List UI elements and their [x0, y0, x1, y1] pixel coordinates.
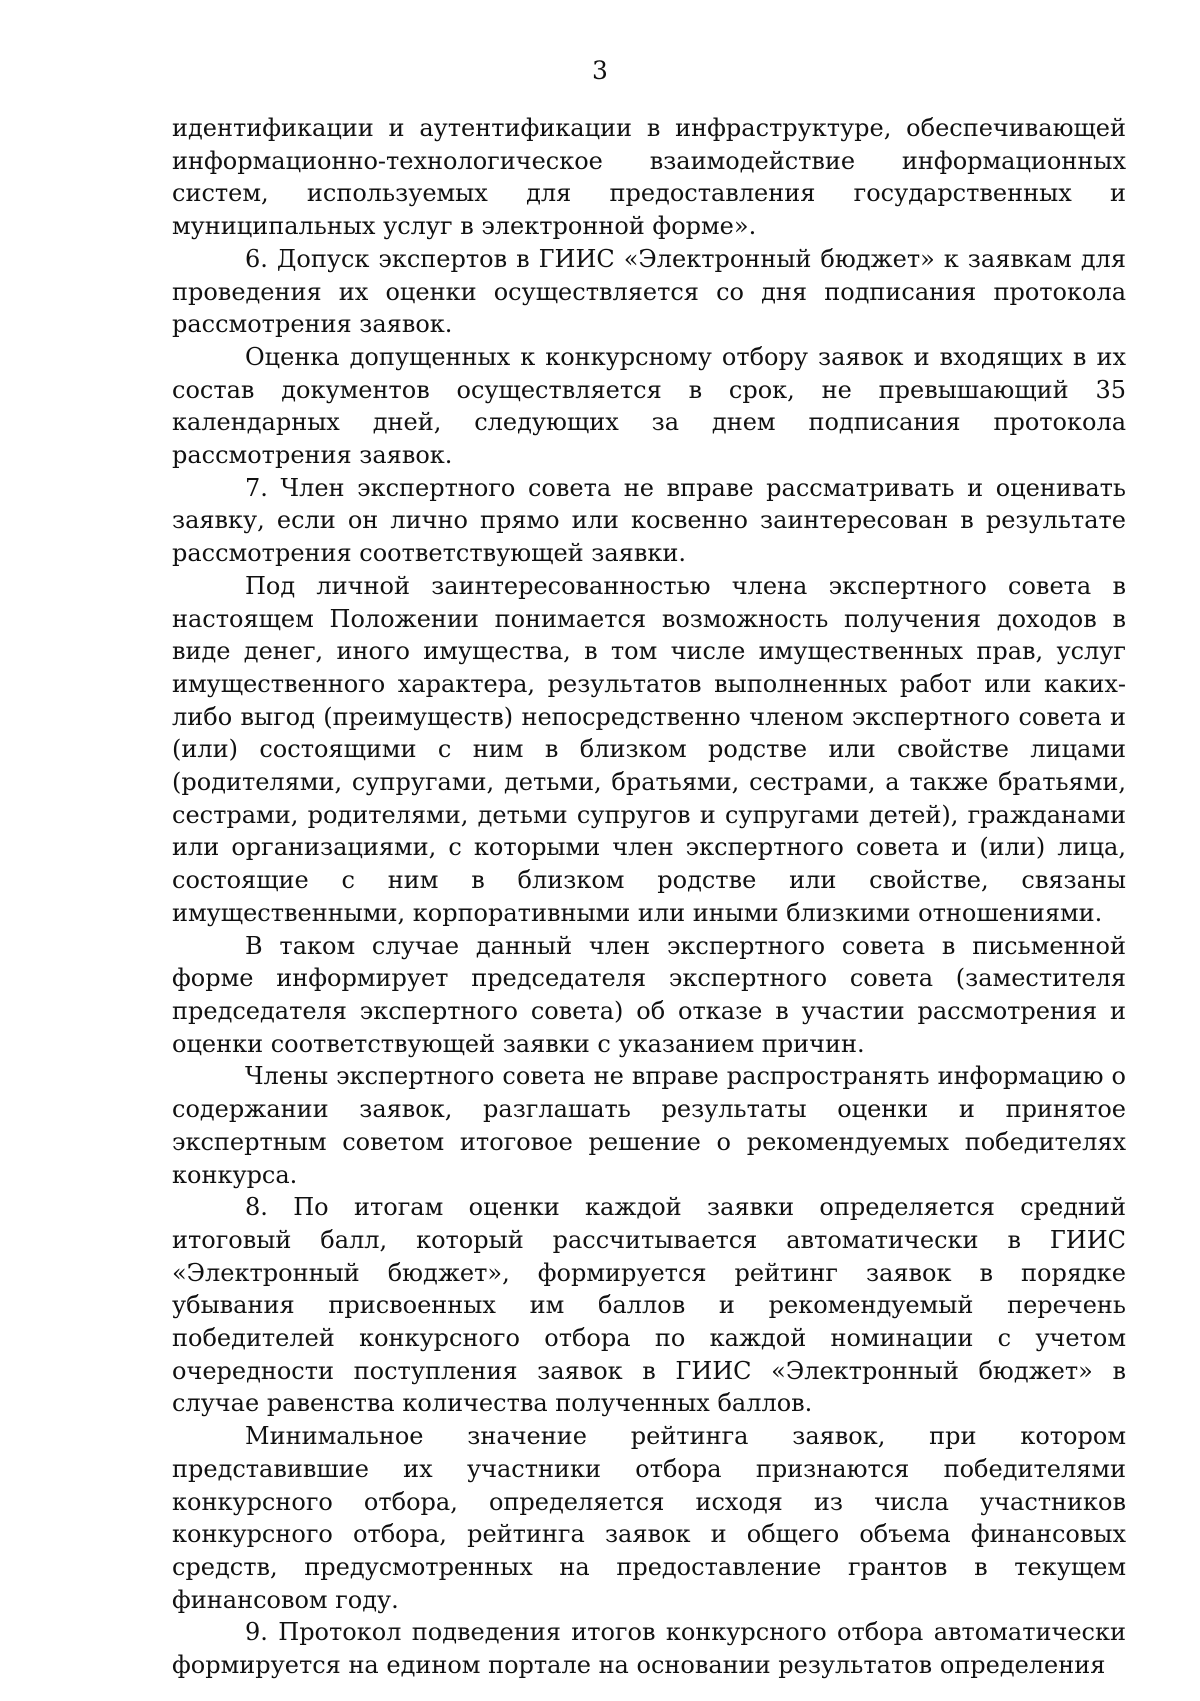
paragraph-evaluation-term: Оценка допущенных к конкурсному отбору заявок и входящих в их состав документов осуществляется в срок, не превышающий 35 календарных дней, следующих за днем подписания протокола рассмотрения заявок. [172, 342, 1126, 470]
paragraph-item-8: 8. По итогам оценки каждой заявки определяется средний итоговый балл, который рассчитывается автоматически в ГИИС «Электронный бюджет», формируется рейтинг заявок в порядке убывания присвоенных им баллов и рекомендуемый перечень победителей конкурсного отбора по каждой номинации с учетом очередности поступления заявок в ГИИС «Электронный бюджет» в случае равенства количества полученных баллов. [172, 1193, 1126, 1418]
paragraph-item-9: 9. Протокол подведения итогов конкурсного отбора автоматически формируется на едином портале на основании результатов определения [172, 1618, 1126, 1680]
paragraph-notify-chairman: В таком случае данный член экспертного совета в письменной форме информирует председателя экспертного совета (заместителя председателя экспертного совета) об отказе в участии рассмотрения и оценки соответствующей заявки с указанием причин. [172, 931, 1126, 1058]
paragraph-non-disclosure: Члены экспертного совета не вправе распространять информацию о содержании заявок, разглашать результаты оценки и принятое экспертным советом итоговое решение о рекомендуемых победителях конкурса. [172, 1062, 1126, 1189]
paragraph-item-6: 6. Допуск экспертов в ГИИС «Электронный бюджет» к заявкам для проведения их оценки осуществляется со дня подписания протокола рассмотрения заявок. [172, 244, 1126, 339]
paragraph-minimum-rating: Минимальное значение рейтинга заявок, при котором представившие их участники отбора признаются победителями конкурсного отбора, определяется исходя из числа участников конкурсного отбора, рейтинга заявок и общего объема финансовых средств, предусмотренных на предоставление грантов в текущем финансовом году. [172, 1422, 1126, 1614]
document-body [172, 112, 1126, 1682]
paragraph-item-7: 7. Член экспертного совета не вправе рассматривать и оценивать заявку, если он лично прямо или косвенно заинтересован в результате рассмотрения соответствующей заявки. [172, 473, 1126, 568]
paragraph-personal-interest: Под личной заинтересованностью члена экспертного совета в настоящем Положении понимается возможность получения доходов в виде денег, иного имущества, в том числе имущественных прав, услуг имущественного характера, результатов выполненных работ или каких-либо выгод (преимуществ) непосредственно членом экспертного совета и (или) состоящими с ним в близком родстве или свойстве лицами (родителями, супругами, детьми, братьями, сестрами, а также братьями, сестрами, родителями, детьми супругов и супругами детей), гражданами или организациями, с которыми член экспертного совета и (или) лица, состоящие с ним в близком родстве или свойстве, связаны имущественными, корпоративными или иными близкими отношениями. [172, 571, 1126, 927]
paragraph-continuation: идентификации и аутентификации в инфраструктуре, обеспечивающей информационно-технологическое взаимодействие информационных систем, используемых для предоставления государственных и муниципальных услуг в электронной форме». [172, 114, 1126, 241]
page-number: 3 [592, 56, 608, 85]
